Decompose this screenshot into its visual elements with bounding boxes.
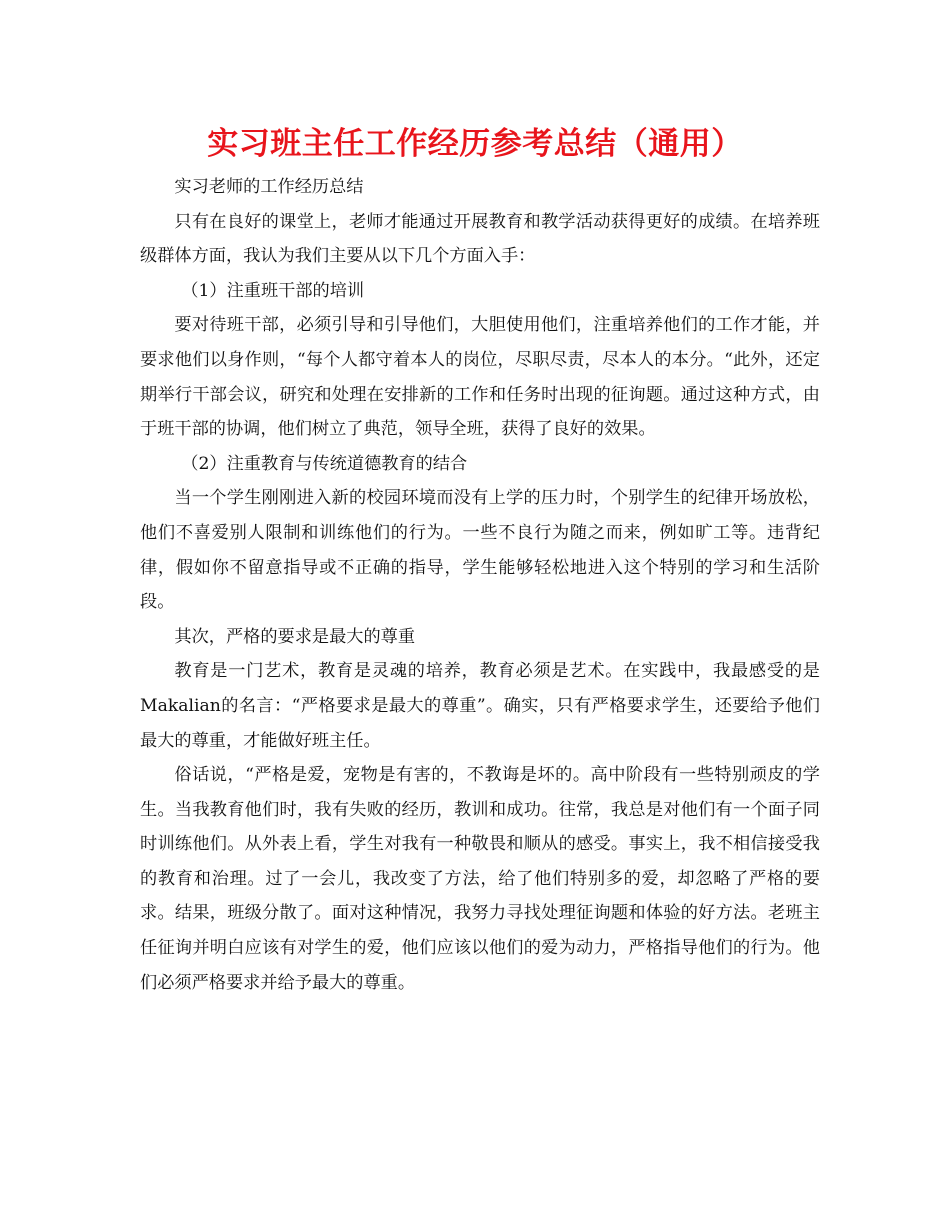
paragraph: 当一个学生刚刚进入新的校园环境而没有上学的压力时，个别学生的纪律开场放松，他们不喜爱别人限制和训练他们的行为。一些不良行为随之而来，例如旷工等。违背纪律，假如你不留意指导或不正确的指导，学生能够轻松地进入这个特别的学习和生活阶段。 — [140, 488, 820, 613]
document-body — [140, 170, 820, 1000]
paragraph: 俗话说，“严格是爱，宠物是有害的，不教诲是坏的。高中阶段有一些特别顽皮的学生。当我教育他们时，我有失败的经历，教训和成功。往常，我总是对他们有一个面子同时训练他们。从外表上看，学生对我有一种敬畏和顺从的感受。事实上，我不相信接受我的教育和治理。过了一会儿，我改变了方法，给了他们特别多的爱，却忽略了严格的要求。结果，班级分散了。面对这种情况，我努力寻找处理征询题和体验的好方法。老班主任征询并明白应该有对学生的爱，他们应该以他们的爱为动力，严格指导他们的行为。他们必须严格要求并给予最大的尊重。 — [140, 765, 820, 993]
document-title: 实习班主任工作经历参考总结（通用） — [207, 126, 743, 162]
section-heading: 其次，严格的要求是最大的尊重 — [174, 626, 416, 647]
paragraph: 要对待班干部，必须引导和引导他们，大胆使用他们，注重培养他们的工作才能，并要求他们以身作则，“每个人都守着本人的岗位，尽职尽责，尽本人的本分。“此外，还定期举行干部会议，研究和处理在安排新的工作和任务时出现的征询题。通过这种方式，由于班干部的协调，他们树立了典范，领导全班，获得了良好的效果。 — [140, 315, 820, 440]
paragraph: 教育是一门艺术，教育是灵魂的培养，教育必须是艺术。在实践中，我最感受的是Makalian的名言：“严格要求是最大的尊重”。确实，只有严格要求学生，还要给予他们最大的尊重，才能做好班主任。 — [140, 661, 820, 751]
intro-line: 实习老师的工作经历总结 — [174, 177, 364, 197]
section-heading: （1）注重班干部的培训 — [181, 280, 365, 301]
paragraph: 只有在良好的课堂上，老师才能通过开展教育和教学活动获得更好的成绩。在培养班级群体方面，我认为我们主要从以下几个方面入手： — [140, 211, 820, 267]
section-heading: （2）注重教育与传统道德教育的结合 — [181, 453, 468, 474]
